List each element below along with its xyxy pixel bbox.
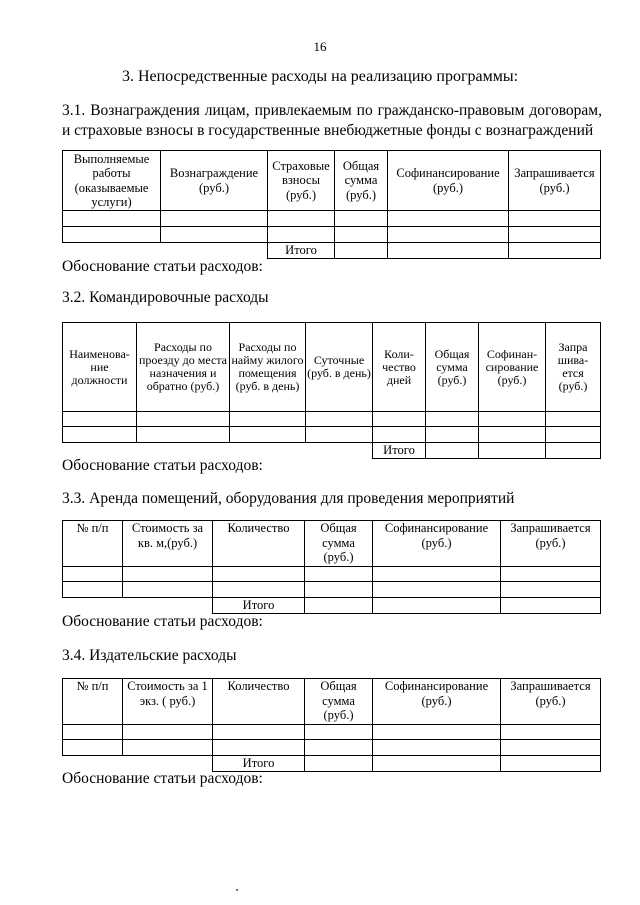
total-label: Итого xyxy=(268,243,335,259)
table-cell[interactable] xyxy=(63,740,123,756)
table-cell[interactable] xyxy=(268,211,335,227)
table-cell[interactable] xyxy=(213,740,305,756)
table-row xyxy=(63,412,601,427)
table-cell[interactable] xyxy=(335,211,388,227)
table-cell[interactable] xyxy=(305,740,373,756)
table-cell[interactable] xyxy=(213,582,305,598)
table-3-1 xyxy=(62,150,601,259)
header-total-sum: Общая сумма (руб.) xyxy=(335,151,388,211)
table-cell[interactable] xyxy=(388,243,509,259)
table-cell[interactable] xyxy=(373,740,501,756)
table-cell[interactable] xyxy=(305,567,373,582)
table-cell[interactable] xyxy=(230,427,306,443)
table-cell[interactable] xyxy=(373,756,501,772)
table-cell[interactable] xyxy=(63,582,123,598)
table-cell[interactable] xyxy=(161,227,268,243)
header-cofinancing: Софинансирование (руб.) xyxy=(388,151,509,211)
header-cost-per-sqm: Стоимость за кв. м,(руб.) xyxy=(123,521,213,567)
scan-speck xyxy=(236,889,238,891)
section-3-3-title: 3.3. Аренда помещений, оборудования для проведения мероприятий xyxy=(62,490,515,507)
table-cell[interactable] xyxy=(137,427,230,443)
page-number: 16 xyxy=(313,39,327,54)
table-cell[interactable] xyxy=(509,211,601,227)
table-cell[interactable] xyxy=(230,412,306,427)
table-cell[interactable] xyxy=(268,227,335,243)
table-cell[interactable] xyxy=(306,412,373,427)
header-housing-costs: Расходы по найму жилого помещения (руб. в день) xyxy=(230,323,306,412)
table-cell[interactable] xyxy=(546,427,601,443)
header-cofinancing: Софинансирование (руб.) xyxy=(373,521,501,567)
section-3-2-title: 3.2. Командировочные расходы xyxy=(62,289,269,306)
table-cell[interactable] xyxy=(388,211,509,227)
total-label: Итого xyxy=(213,756,305,772)
header-requested: Запрашивается (руб.) xyxy=(501,679,601,725)
justification-3-1: Обоснование статьи расходов: xyxy=(62,258,263,275)
table-cell[interactable] xyxy=(63,412,137,427)
table-3-2 xyxy=(62,322,601,459)
total-label: Итого xyxy=(373,443,426,459)
table-cell[interactable] xyxy=(501,598,601,614)
table-row xyxy=(63,725,601,740)
section-3-4-title: 3.4. Издательские расходы xyxy=(62,647,237,664)
table-3-3 xyxy=(62,520,601,614)
table-cell[interactable] xyxy=(426,427,479,443)
section-3-1-title: 3.1. Вознаграждения лицам, привлекаемым по гражданско-правовым договорам, и страховые взносы в государственные внебюджетные фонды с вознаграждений xyxy=(62,102,602,139)
table-cell[interactable] xyxy=(509,227,601,243)
table-cell[interactable] xyxy=(501,740,601,756)
header-reward: Вознаграждение (руб.) xyxy=(161,151,268,211)
justification-3-4: Обоснование статьи расходов: xyxy=(62,770,263,787)
header-position: Наименова-ние должности xyxy=(63,323,137,412)
table-cell[interactable] xyxy=(373,567,501,582)
table-cell[interactable] xyxy=(305,598,373,614)
justification-3-3: Обоснование статьи расходов: xyxy=(62,613,263,630)
table-row xyxy=(63,567,601,582)
section-title: 3. Непосредственные расходы на реализацию программы: xyxy=(121,68,519,85)
table-cell[interactable] xyxy=(373,427,426,443)
total-label: Итого xyxy=(213,598,305,614)
table-3-4 xyxy=(62,678,601,772)
table-cell[interactable] xyxy=(373,598,501,614)
table-row xyxy=(63,582,601,598)
table-row xyxy=(63,227,601,243)
table-cell[interactable] xyxy=(63,211,161,227)
header-total-sum: Общая сумма (руб.) xyxy=(305,521,373,567)
table-cell[interactable] xyxy=(63,227,161,243)
header-works: Выполняемые работы (оказываемые услуги) xyxy=(63,151,161,211)
header-travel-costs: Расходы по проезду до места назначения и обратно (руб.) xyxy=(137,323,230,412)
table-cell[interactable] xyxy=(388,227,509,243)
header-quantity: Количество xyxy=(213,521,305,567)
header-total-sum: Общая сумма (руб.) xyxy=(426,323,479,412)
header-cost-per-copy: Стоимость за 1 экз. ( руб.) xyxy=(123,679,213,725)
table-cell[interactable] xyxy=(137,412,230,427)
header-number: № п/п xyxy=(63,521,123,567)
table-cell[interactable] xyxy=(509,243,601,259)
table-cell[interactable] xyxy=(305,756,373,772)
table-cell[interactable] xyxy=(63,567,123,582)
table-cell[interactable] xyxy=(213,725,305,740)
header-insurance: Страховые взносы (руб.) xyxy=(268,151,335,211)
table-cell[interactable] xyxy=(123,725,213,740)
table-cell[interactable] xyxy=(213,567,305,582)
table-cell[interactable] xyxy=(501,582,601,598)
total-row xyxy=(63,243,601,259)
table-row xyxy=(63,740,601,756)
table-cell[interactable] xyxy=(546,412,601,427)
table-cell[interactable] xyxy=(305,725,373,740)
table-cell[interactable] xyxy=(335,243,388,259)
header-requested: Запрашивается (руб.) xyxy=(509,151,601,211)
table-cell[interactable] xyxy=(305,582,373,598)
justification-3-2: Обоснование статьи расходов: xyxy=(62,457,263,474)
table-cell[interactable] xyxy=(373,725,501,740)
table-cell[interactable] xyxy=(426,412,479,427)
table-cell[interactable] xyxy=(479,427,546,443)
table-cell[interactable] xyxy=(306,427,373,443)
header-number: № п/п xyxy=(63,679,123,725)
table-row xyxy=(63,427,601,443)
header-daily-allowance: Суточные (руб. в день) xyxy=(306,323,373,412)
table-cell[interactable] xyxy=(335,227,388,243)
table-cell[interactable] xyxy=(479,412,546,427)
table-cell[interactable] xyxy=(123,567,213,582)
header-cofinancing: Софинан-сирование (руб.) xyxy=(479,323,546,412)
table-cell[interactable] xyxy=(479,443,546,459)
table-cell[interactable] xyxy=(501,756,601,772)
table-cell[interactable] xyxy=(501,725,601,740)
header-cofinancing: Софинансирование (руб.) xyxy=(373,679,501,725)
table-row xyxy=(63,211,601,227)
header-requested: Запра шива-ется (руб.) xyxy=(546,323,601,412)
table-cell[interactable] xyxy=(161,211,268,227)
table-cell[interactable] xyxy=(373,412,426,427)
table-cell[interactable] xyxy=(546,443,601,459)
header-quantity: Количество xyxy=(213,679,305,725)
header-days: Коли-чество дней xyxy=(373,323,426,412)
header-requested: Запрашивается (руб.) xyxy=(501,521,601,567)
table-cell[interactable] xyxy=(123,582,213,598)
table-cell[interactable] xyxy=(426,443,479,459)
table-cell[interactable] xyxy=(63,427,137,443)
table-cell[interactable] xyxy=(501,567,601,582)
table-cell[interactable] xyxy=(63,725,123,740)
header-total-sum: Общая сумма (руб.) xyxy=(305,679,373,725)
table-cell[interactable] xyxy=(373,582,501,598)
total-row xyxy=(63,598,601,614)
table-cell[interactable] xyxy=(123,740,213,756)
